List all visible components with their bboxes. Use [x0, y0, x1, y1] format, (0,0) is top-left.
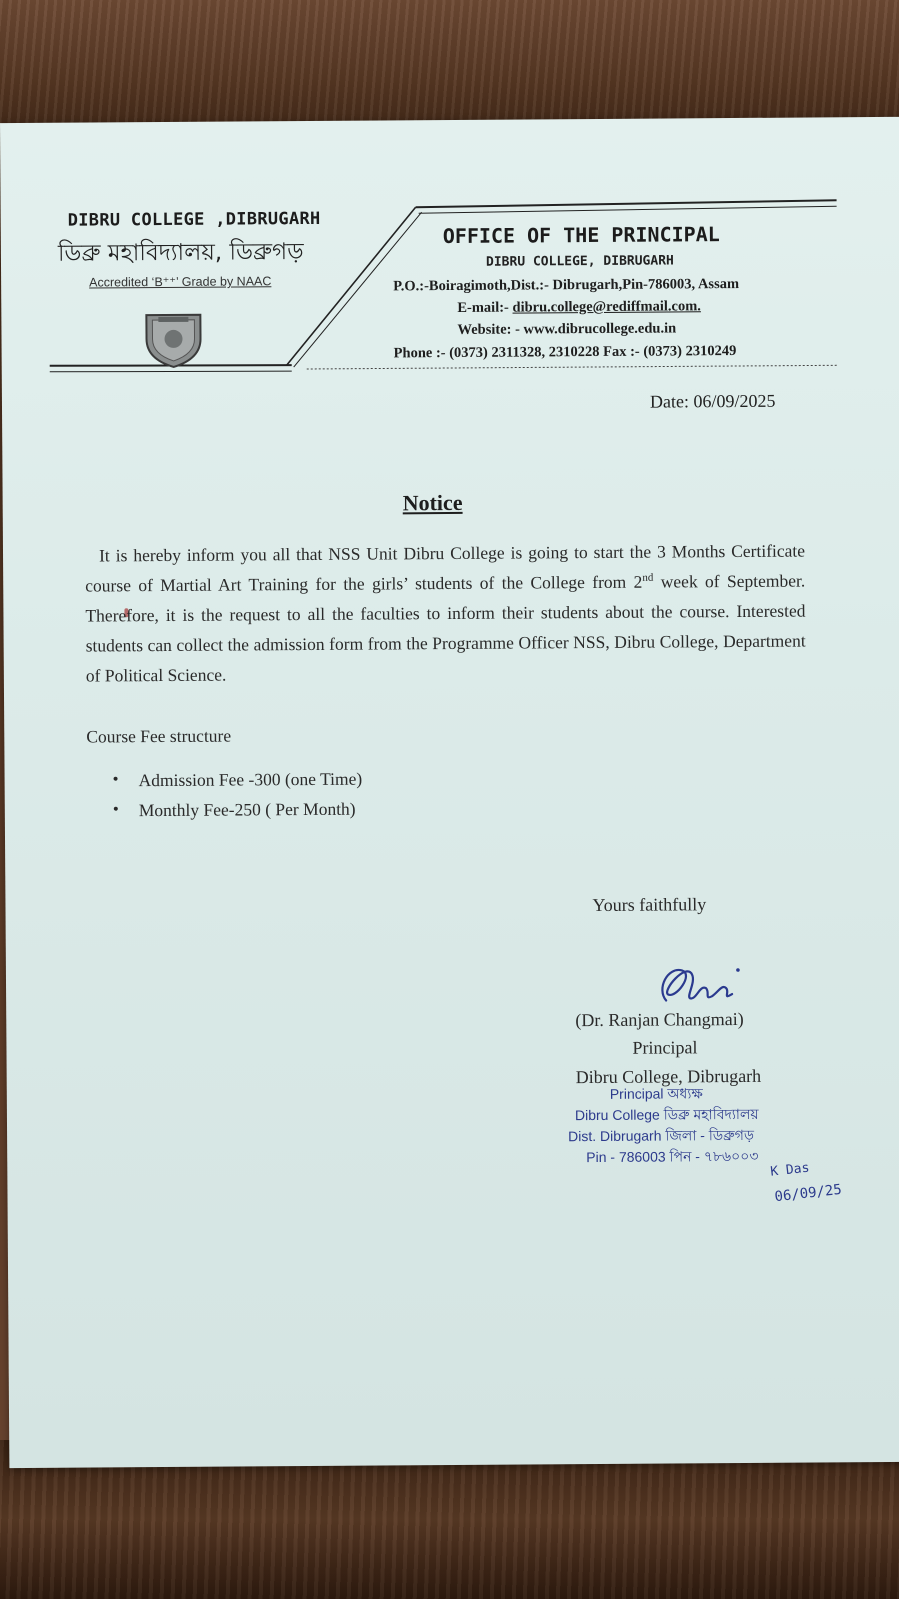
notice-document: [0, 117, 899, 1468]
email-line: [457, 298, 701, 317]
stamp-line-principal: Principal অধ্যক্ষ: [609, 1085, 703, 1102]
handwritten-date: 06/09/25: [773, 1181, 843, 1206]
closing-salutation: Yours faithfully: [592, 894, 707, 916]
signatory-designation: Principal: [632, 1037, 698, 1058]
ordinal-suffix: nd: [642, 571, 654, 584]
notice-body-part1: It is hereby inform you all that NSS Unit Dibru College is going to start the 3 Months Certificate course of Martial Art Training for the girls’ students of the College from 2: [85, 540, 806, 596]
phone-fax-line: Phone :- (0373) 2311328, 2310228 Fax :- (0373) 2310249: [393, 343, 737, 362]
fee-item-admission: Admission Fee -300 (one Time): [138, 768, 363, 791]
fee-list: [113, 769, 363, 831]
college-name-bengali: ডিব্রু মহাবিদ্যালয়, ডিব্রুগড়: [57, 239, 304, 267]
list-item: [113, 799, 363, 831]
signatory-college: Dibru College, Dibrugarh: [575, 1065, 762, 1088]
office-title: OFFICE OF THE PRINCIPAL: [442, 222, 720, 249]
email-address: dibru.college@rediffmail.com.: [512, 298, 701, 316]
fee-item-monthly: Monthly Fee-250 ( Per Month): [138, 798, 356, 821]
accreditation-label: Accredited ‘B⁺⁺’ Grade by NAAC: [89, 274, 272, 290]
stamp-line-district: Dist. Dibrugarh জিলা - ডিব্রুগড়: [568, 1126, 754, 1145]
handwritten-initials: K Das: [769, 1160, 811, 1180]
email-label: E-mail:-: [457, 299, 513, 316]
college-name: DIBRU COLLEGE ,DIBRUGARH: [67, 208, 321, 231]
fee-structure-heading: Course Fee structure: [86, 725, 232, 747]
website-line: Website: - www.dibrucollege.edu.in: [457, 320, 677, 338]
list-item: [113, 769, 363, 801]
notice-date: Date: 06/09/2025: [649, 390, 776, 412]
signatory-name: (Dr. Ranjan Changmai): [575, 1008, 744, 1031]
college-emblem-icon: [138, 309, 208, 369]
stamp-line-pin: Pin - 786003 পিন - ৭৮৬০০৩: [586, 1147, 759, 1166]
notice-body-part2: week of September. Therefore, it is the request to all the faculties to inform their students about the course. Interested students can collect the admission form from the Programme Officer NSS, Dibru College, Department of Political Science.: [85, 570, 806, 686]
bullet-icon: •: [112, 799, 119, 819]
stamp-line-college: Dibru College ডিব্রু মহাবিদ্যালয়: [574, 1105, 759, 1124]
postal-address: P.O.:-Boiragimoth,Dist.:- Dibrugarh,Pin-786003, Assam: [393, 275, 740, 295]
bullet-icon: •: [112, 769, 119, 789]
office-subtitle: DIBRU COLLEGE, DIBRUGARH: [485, 253, 674, 270]
notice-body: [85, 536, 806, 691]
notice-title: Notice: [402, 489, 463, 516]
